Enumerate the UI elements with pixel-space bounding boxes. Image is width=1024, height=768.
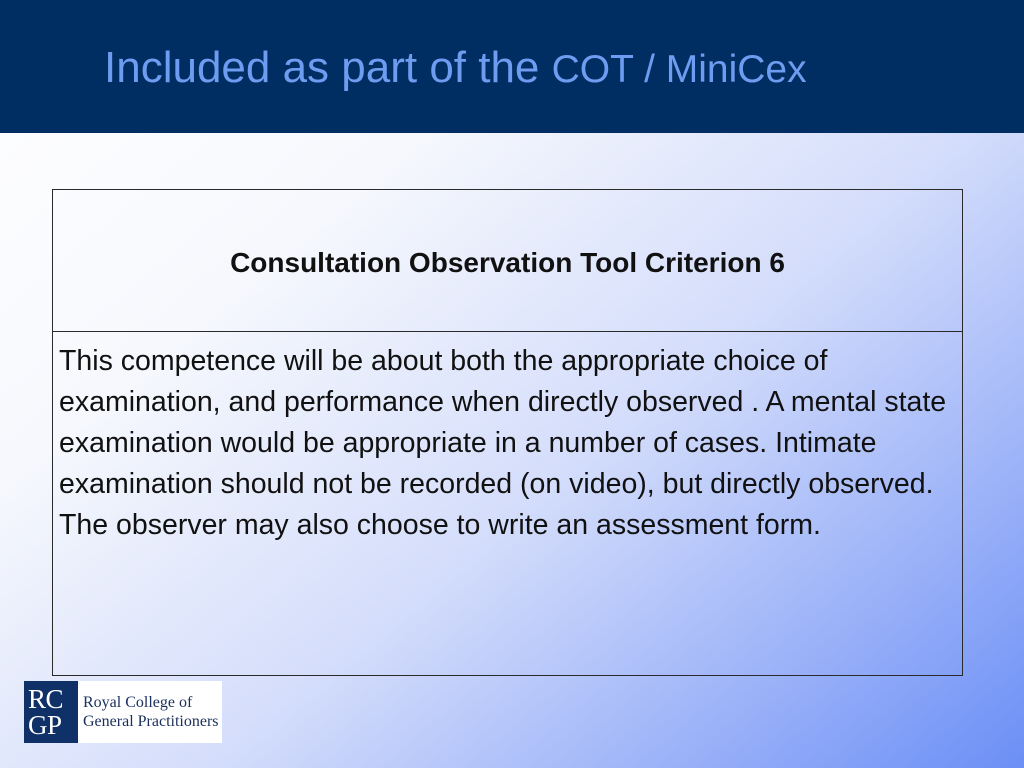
logo-mark-line1: RC <box>28 684 64 714</box>
slide-title <box>104 43 807 92</box>
criterion-heading: Consultation Observation Tool Criterion 6 <box>230 246 785 278</box>
criterion-heading-cell <box>53 190 962 332</box>
slide-title-main: Included as part of the <box>104 43 552 92</box>
slide-header <box>0 0 1024 133</box>
criterion-description: This competence will be about both the appropriate choice of examination, and performance when directly observed . A mental state examination would be appropriate in a number of cases. Intimate examination should not be recorded (on video), but directly observed. The observer may also choose to write an assessment form. <box>59 345 947 541</box>
logo-name-line1: Royal College of <box>83 694 193 711</box>
logo-name-line2: General Practitioners <box>83 713 219 730</box>
rcgp-logo-text <box>78 693 219 731</box>
rcgp-logo <box>24 681 222 743</box>
slide-title-sub: COT / MiniCex <box>551 48 807 91</box>
criterion-table <box>52 189 963 676</box>
rcgp-logo-mark <box>24 681 78 743</box>
logo-mark-line2: GP <box>28 710 62 740</box>
